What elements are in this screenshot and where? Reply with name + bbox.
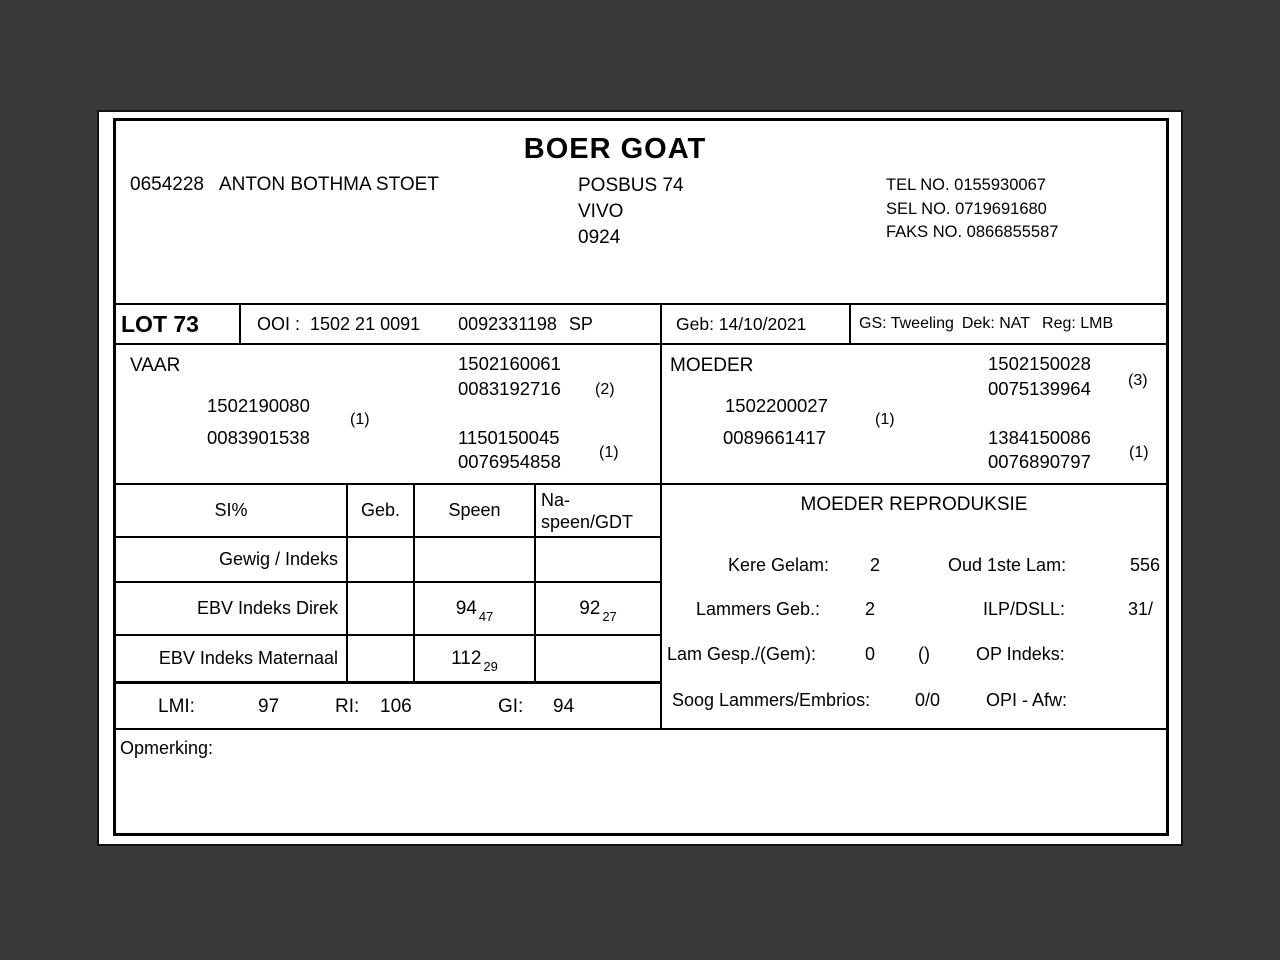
kere-gelam-value: 2 xyxy=(870,555,881,575)
dam-id1: 1502200027 xyxy=(725,395,828,416)
lam-gesp-label: Lam Gesp./(Gem): xyxy=(667,644,817,664)
birthdate-cell: Geb: 14/10/2021 xyxy=(662,305,851,343)
cell-maternaal-geb xyxy=(348,636,415,681)
dam-panel xyxy=(662,345,1166,483)
sire-note: (1) xyxy=(350,411,370,428)
dam-note: (1) xyxy=(875,411,895,428)
animal-suffix: SP xyxy=(568,313,593,334)
col-header-si-label: SI% xyxy=(214,500,248,520)
cell-gewig-naspeen xyxy=(536,538,660,583)
sire-dam-id1: 1150150045 xyxy=(458,427,560,448)
animal-id-primary: 1502 21 0091 xyxy=(310,313,421,334)
sire-dam-note: (1) xyxy=(599,444,619,461)
lmi-label: LMI: xyxy=(158,696,195,717)
col-header-speen-label: Speen xyxy=(448,500,501,520)
dam-id2: 0089661417 xyxy=(723,427,826,448)
animal-id-secondary: 0092331198 xyxy=(458,313,557,334)
document-header xyxy=(116,121,1166,303)
col-header-naspeen-line1: Na- xyxy=(541,489,571,510)
lammers-geb-value: 2 xyxy=(865,599,876,619)
cell-direk-naspeen xyxy=(536,583,660,636)
cell-accuracy: 29 xyxy=(483,659,498,674)
cell-gewig-speen xyxy=(415,538,536,583)
pedigree-section xyxy=(116,345,1166,483)
row-label-gewig xyxy=(116,538,348,583)
contact-block xyxy=(886,174,1058,245)
opi-afw-label: OPI - Afw: xyxy=(986,690,1068,710)
gs-field: GS: Tweeling xyxy=(859,315,954,332)
sire-sire-id2: 0083192716 xyxy=(458,378,561,399)
lot-row xyxy=(116,303,1166,345)
sire-sire-id1: 1502160061 xyxy=(458,353,561,374)
reproduction-title: MOEDER REPRODUKSIE xyxy=(800,494,1028,515)
cell-value: 112 xyxy=(451,647,482,669)
animal-id-cell xyxy=(241,305,662,343)
oud-1ste-lam-value: 556 xyxy=(1130,555,1161,575)
col-header-naspeen xyxy=(536,485,660,538)
ilp-dsll-value: 31/ xyxy=(1128,599,1154,619)
lam-gesp-value: 0 xyxy=(865,644,876,664)
sire-dam-id2: 0076954858 xyxy=(458,451,561,472)
kere-gelam-label: Kere Gelam: xyxy=(728,555,830,575)
document-frame xyxy=(113,118,1169,836)
dam-dam-id1: 1384150086 xyxy=(988,427,1091,448)
ri-label: RI: xyxy=(335,696,360,717)
dam-section-label: MOEDER xyxy=(670,355,754,376)
document-card xyxy=(97,110,1183,846)
indices-row xyxy=(116,684,660,730)
birth-status-cell xyxy=(851,305,1166,343)
breeder-name: ANTON BOTHMA STOET xyxy=(218,174,439,195)
faks-line: FAKS NO. 0866855587 xyxy=(886,223,1059,241)
soog-lammers-label: Soog Lammers/Embrios: xyxy=(672,690,871,710)
row-label-direk-text: EBV Indeks Direk xyxy=(196,598,338,618)
lammers-geb-label: Lammers Geb.: xyxy=(696,599,821,619)
lmi-value: 97 xyxy=(258,696,280,717)
col-header-speen xyxy=(415,485,536,538)
dam-dam-id2: 0076890797 xyxy=(988,451,1091,472)
tel-line: TEL NO. 0155930067 xyxy=(886,176,1046,194)
dam-sire-id2: 0075139964 xyxy=(988,378,1091,399)
sire-panel xyxy=(116,345,662,483)
cell-accuracy: 27 xyxy=(602,609,617,624)
dek-field: Dek: NAT xyxy=(961,315,1031,332)
remarks-label: Opmerking: xyxy=(120,738,214,758)
col-header-si xyxy=(116,485,348,538)
col-header-geb-label: Geb. xyxy=(360,500,401,520)
row-label-direk xyxy=(116,583,348,636)
soog-lammers-value: 0/0 xyxy=(915,690,941,710)
reg-field: Reg: LMB xyxy=(1042,315,1114,332)
ebv-panel xyxy=(116,485,662,728)
sel-line: SEL NO. 0719691680 xyxy=(886,199,1047,218)
cell-maternaal-speen xyxy=(415,636,536,681)
oud-1ste-lam-label: Oud 1ste Lam: xyxy=(948,555,1067,575)
ri-value: 106 xyxy=(380,696,412,717)
dam-dam-note: (1) xyxy=(1129,444,1149,461)
dam-sire-id1: 1502150028 xyxy=(988,353,1091,374)
animal-type-label: OOI : xyxy=(257,313,301,334)
document-title: BOER GOAT xyxy=(523,133,707,165)
col-header-naspeen-line2: speen/GDT xyxy=(541,511,634,532)
op-indeks-label: OP Indeks: xyxy=(976,644,1065,664)
cell-direk-speen xyxy=(415,583,536,636)
remarks-section xyxy=(116,730,1166,833)
lot-number: LOT 73 xyxy=(116,305,241,343)
sire-sire-note: (2) xyxy=(595,381,615,398)
address-line-1: POSBUS 74 xyxy=(578,175,684,196)
cell-accuracy: 47 xyxy=(478,609,494,624)
address-line-3: 0924 xyxy=(578,227,621,248)
row-label-maternaal-text: EBV Indeks Maternaal xyxy=(158,648,338,668)
data-section xyxy=(116,483,1166,730)
ilp-dsll-label: ILP/DSLL: xyxy=(983,599,1066,619)
breeder-number: 0654228 xyxy=(130,174,204,195)
cell-direk-geb xyxy=(348,583,415,636)
cell-value: 92 xyxy=(579,597,601,619)
row-label-gewig-text: Gewig / Indeks xyxy=(218,549,338,569)
reproduction-panel xyxy=(662,485,1166,728)
col-header-geb xyxy=(348,485,415,538)
dam-sire-note: (3) xyxy=(1128,372,1148,389)
cell-value: 94 xyxy=(455,597,477,619)
cell-maternaal-naspeen xyxy=(536,636,660,681)
gi-label: GI: xyxy=(498,696,524,717)
lam-gesp-extra: () xyxy=(918,644,930,664)
breeder-line xyxy=(130,174,439,196)
sire-id1: 1502190080 xyxy=(207,395,310,416)
sire-section-label: VAAR xyxy=(130,355,181,376)
row-label-maternaal xyxy=(116,636,348,681)
gi-value: 94 xyxy=(553,696,575,717)
sire-id2: 0083901538 xyxy=(207,427,310,448)
ebv-table xyxy=(116,485,660,684)
cell-gewig-geb xyxy=(348,538,415,583)
address-line-2: VIVO xyxy=(578,201,624,222)
address-block xyxy=(578,173,684,251)
